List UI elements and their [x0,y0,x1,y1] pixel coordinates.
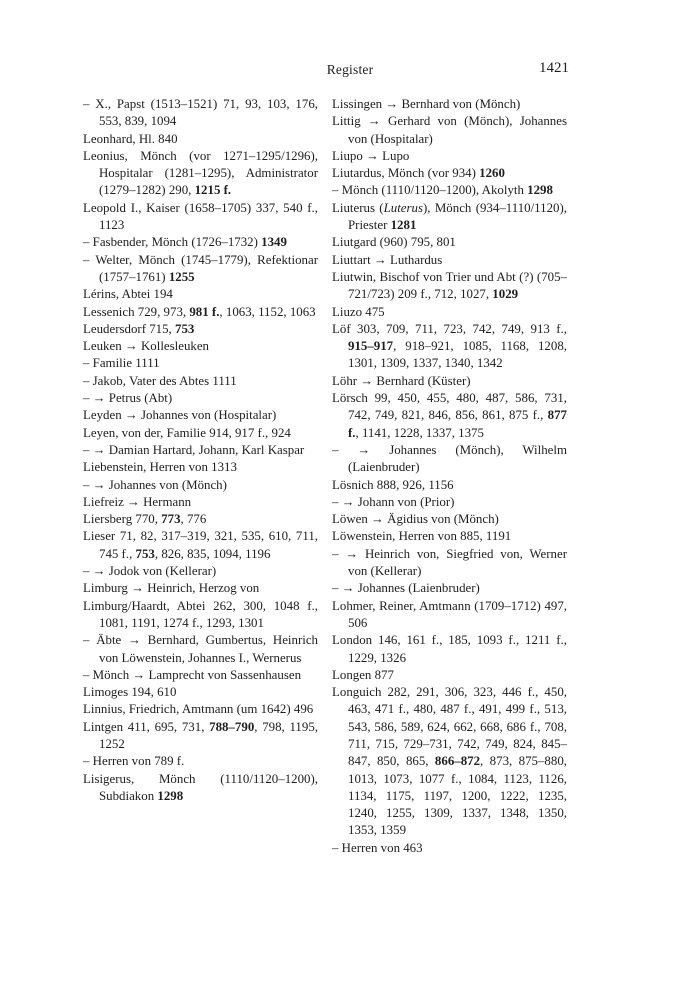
index-column-right [332,96,567,857]
index-entry: – → Johann von (Prior) [332,494,455,509]
index-entry: Löf 303, 709, 711, 723, 742, 749, 913 f., 915–917, 918–921, 1085, 1168, 1208, 1301, 1309, 1337, 1340, 1342 [332,321,567,371]
index-entry: Liuterus (Luterus), Mönch (934–1110/1120), Priester 1281 [332,200,567,233]
index-entry: Löwenstein, Herren von 885, 1191 [332,529,512,544]
index-entry: – → Heinrich von, Siegfried von, Werner von (Kellerar) [332,546,567,579]
index-entry: Liersberg 770, 773, 776 [83,512,207,527]
index-entry: – → Petrus (Abt) [83,391,173,406]
index-entry: Longen 877 [332,667,394,682]
index-entry: Leopold I., Kaiser (1658–1705) 337, 540 f., 1123 [83,200,318,233]
index-entry: Liutardus, Mönch (vor 934) 1260 [332,166,505,181]
index-entry: Leudersdorf 715, 753 [83,321,195,336]
index-entry: – → Jodok von (Kellerar) [83,564,217,579]
index-entry: – Jakob, Vater des Abtes 1111 [83,373,237,388]
index-entry: London 146, 161 f., 185, 1093 f., 1211 f., 1229, 1326 [332,633,567,665]
index-entry: Leyden → Johannes von (Hospitalar) [83,408,277,423]
index-entry: Leyen, von der, Familie 914, 917 f., 924 [83,425,291,440]
index-entry: Lintgen 411, 695, 731, 788–790, 798, 1195, 1252 [83,719,318,751]
index-entry: Lérins, Abtei 194 [83,287,173,302]
index-entry: Liutwin, Bischof von Trier und Abt (?) (705–721/723) 209 f., 712, 1027, 1029 [332,269,567,302]
index-column-left [83,96,318,805]
index-entry: Liupo → Lupo [332,148,410,163]
index-entry: – Herren von 789 f. [83,754,185,769]
index-entry: – X., Papst (1513–1521) 71, 93, 103, 176, 553, 839, 1094 [83,97,318,129]
index-entry: Liutgard (960) 795, 801 [332,235,456,250]
index-entry: – → Johannes von (Mönch) [83,477,227,492]
index-entry: Liefreiz → Hermann [83,494,192,509]
index-entry: Liuzo 475 [332,304,385,319]
index-entry: – Fasbender, Mönch (1726–1732) 1349 [83,235,287,250]
index-entry: Lessenich 729, 973, 981 f., 1063, 1152, 1063 [83,304,316,319]
index-entry: – → Damian Hartard, Johann, Karl Kaspar [83,442,305,457]
index-entry: Lösnich 888, 926, 1156 [332,477,454,492]
index-entry: Linnius, Friedrich, Amtmann (um 1642) 496 [83,702,314,717]
index-entry: Leuken → Kollesleuken [83,339,210,354]
index-entry: Löhr → Bernhard (Küster) [332,373,471,388]
index-entry: Limburg → Heinrich, Herzog von [83,581,260,596]
index-entry: – Welter, Mönch (1745–1779), Refektionar (1757–1761) 1255 [83,252,318,284]
index-entry: Leonius, Mönch (vor 1271–1295/1296), Hospitalar (1281–1295), Administrator (1279–1282) 290, 1215 f. [83,148,318,198]
index-entry: Löwen → Ägidius von (Mönch) [332,512,499,527]
index-entry: Liuttart → Luthardus [332,252,443,267]
index-entry: Lörsch 99, 450, 455, 480, 487, 586, 731, 742, 749, 821, 846, 856, 861, 875 f., 877 f., 1141, 1228, 1337, 1375 [332,391,567,440]
index-entry: Longuich 282, 291, 306, 323, 446 f., 450, 463, 471 f., 480, 487 f., 491, 499 f., 513, 543, 586, 589, 624, 662, 668, 686 f., 708, 711, 715, 729–731, 742, 749, 824, 845–847, 850, 865, 866–872, 873, 875–880, 1013, 1073, 1077 f., 1084, 1123, 1126, 1134, 1175, 1197, 1200, 1222, 1235, 1240, 1255, 1309, 1337, 1348, 1350, 1353, 1359 [332,685,567,838]
index-entry: – → Johannes (Mönch), Wilhelm (Laienbruder) [332,442,567,475]
index-entry: Limoges 194, 610 [83,685,177,700]
index-entry: – Mönch → Lamprecht von Sassenhausen [83,667,302,682]
index-entry: – → Johannes (Laienbruder) [332,581,480,596]
running-header-title: Register [326,62,374,77]
index-entry: Lieser 71, 82, 317–319, 321, 535, 610, 711, 745 f., 753, 826, 835, 1094, 1196 [83,529,318,561]
index-entry: – Familie 1111 [83,356,160,371]
index-entry: – Mönch (1110/1120–1200), Akolyth 1298 [332,183,553,198]
page-number: 1421 [539,60,569,76]
index-entry: Lisigerus, Mönch (1110/1120–1200), Subdiakon 1298 [83,771,318,803]
index-entry: – Äbte → Bernhard, Gumbertus, Heinrich von Löwenstein, Johannes I., Wernerus [83,633,318,665]
index-entry: Lissingen → Bernhard von (Mönch) [332,97,521,111]
index-entry: Leonhard, Hl. 840 [83,131,178,146]
index-entry: Lohmer, Reiner, Amtmann (1709–1712) 497, 506 [332,598,567,630]
index-entry: Limburg/Haardt, Abtei 262, 300, 1048 f., 1081, 1191, 1274 f., 1293, 1301 [83,598,318,630]
index-entry: Littig → Gerhard von (Mönch), Johannes von (Hospitalar) [332,114,567,146]
index-entry: – Herren von 463 [332,840,423,855]
index-entry: Liebenstein, Herren von 1313 [83,460,237,475]
